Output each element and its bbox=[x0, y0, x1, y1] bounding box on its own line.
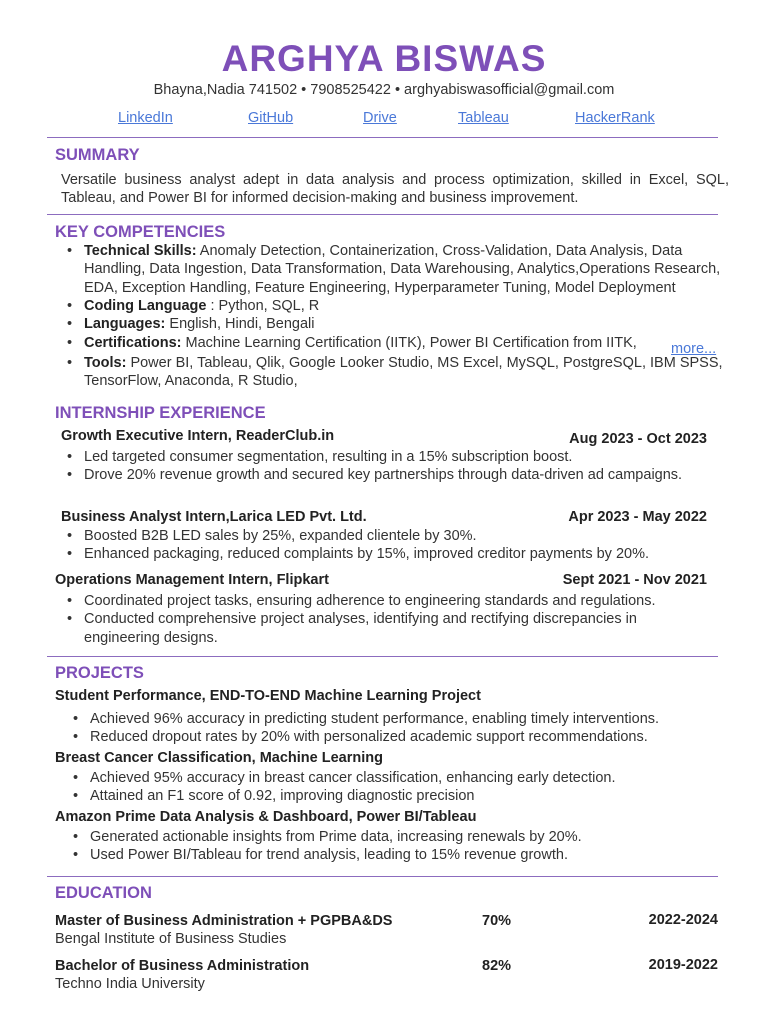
job-bullets bbox=[62, 527, 734, 564]
list-item bbox=[62, 297, 734, 315]
job-title: Operations Management Intern, Flipkart bbox=[55, 572, 329, 588]
contact-line: Bhayna,Nadia 741502 • 7908525422 • arghyabiswasofficial@gmail.com bbox=[153, 82, 615, 98]
section-divider bbox=[47, 656, 718, 657]
education-heading: EDUCATION bbox=[55, 884, 152, 902]
project-bullets bbox=[68, 828, 748, 865]
competencies-list bbox=[62, 242, 734, 390]
item-label: Languages: bbox=[84, 316, 166, 333]
project-title: Breast Cancer Classification, Machine Learning bbox=[55, 750, 383, 766]
list-item bbox=[62, 334, 734, 352]
list-item: • Achieved 95% accuracy in breast cancer classification, enhancing early detection. bbox=[68, 769, 748, 787]
list-item: • Enhanced packaging, reduced complaints by 15%, improved creditor payments by 20%. bbox=[62, 545, 734, 563]
job-dates: Aug 2023 - Oct 2023 bbox=[569, 431, 707, 447]
item-label: Coding Language bbox=[84, 297, 207, 314]
internship-heading: INTERNSHIP EXPERIENCE bbox=[55, 404, 266, 422]
github-link[interactable]: GitHub bbox=[248, 110, 294, 126]
list-item: • Coordinated project tasks, ensuring adherence to engineering standards and regulations. bbox=[62, 592, 702, 610]
degree-name: Master of Business Administration + PGPBA&DS bbox=[55, 913, 393, 929]
degree-years: 2022-2024 bbox=[648, 912, 718, 928]
list-item: • Led targeted consumer segmentation, resulting in a 15% subscription boost. bbox=[62, 448, 702, 466]
section-divider bbox=[47, 214, 718, 215]
project-title: Student Performance, END-TO-END Machine Learning Project bbox=[55, 688, 481, 704]
job-bullets bbox=[62, 592, 702, 647]
item-text: Power BI, Tableau, Qlik, Google Looker Studio, MS Excel, MySQL, PostgreSQL, IBM SPSS, TensorFlow, Anaconda, R Studio, bbox=[84, 354, 723, 390]
job-dates: Sept 2021 - Nov 2021 bbox=[562, 572, 707, 588]
hackerrank-link[interactable]: HackerRank bbox=[575, 110, 655, 126]
item-label: Certifications: bbox=[84, 335, 182, 352]
list-item bbox=[62, 315, 734, 333]
institution-name: Bengal Institute of Business Studies bbox=[55, 931, 287, 947]
degree-score: 70% bbox=[482, 913, 512, 929]
competencies-heading: KEY COMPETENCIES bbox=[55, 223, 226, 241]
institution-name: Techno India University bbox=[55, 976, 205, 992]
item-text: Machine Learning Certification (IITK), Power BI Certification from IITK, bbox=[181, 335, 637, 352]
degree-score: 82% bbox=[482, 958, 512, 974]
candidate-name: ARGHYA BISWAS bbox=[221, 38, 547, 79]
list-item: • Attained an F1 score of 0.92, improving diagnostic precision bbox=[68, 787, 748, 805]
more-link[interactable]: more... bbox=[671, 341, 717, 357]
section-divider bbox=[47, 876, 718, 877]
item-label: Tools: bbox=[84, 354, 127, 371]
job-title: Growth Executive Intern, ReaderClub.in bbox=[61, 428, 335, 444]
list-item: • Reduced dropout rates by 20% with personalized academic support recommendations. bbox=[68, 728, 748, 746]
job-bullets bbox=[62, 448, 702, 485]
project-title: Amazon Prime Data Analysis & Dashboard, Power BI/Tableau bbox=[55, 809, 477, 825]
project-bullets bbox=[68, 710, 748, 747]
list-item: • Conducted comprehensive project analyses, identifying and rectifying discrepancies in engineering designs. bbox=[62, 610, 702, 647]
summary-heading: SUMMARY bbox=[55, 146, 140, 164]
list-item: • Achieved 96% accuracy in predicting student performance, enabling timely interventions. bbox=[68, 710, 748, 728]
item-label: Technical Skills: bbox=[84, 243, 197, 259]
list-item: • Drove 20% revenue growth and secured key partnerships through data-driven ad campaigns. bbox=[62, 466, 702, 484]
job-dates: Apr 2023 - May 2022 bbox=[568, 509, 707, 525]
section-divider bbox=[47, 137, 718, 138]
list-item: • Generated actionable insights from Prime data, increasing renewals by 20%. bbox=[68, 828, 748, 846]
list-item: • Used Power BI/Tableau for trend analysis, leading to 15% revenue growth. bbox=[68, 846, 748, 864]
summary-text: Versatile business analyst adept in data analysis and process optimization, skilled in Excel, SQL, Tableau, and Power BI for informed decision-making and business improvement. bbox=[61, 172, 729, 206]
list-item bbox=[62, 242, 734, 297]
job-title: Business Analyst Intern,Larica LED Pvt. Ltd. bbox=[61, 509, 367, 525]
linkedin-link[interactable]: LinkedIn bbox=[118, 110, 173, 126]
item-text: Anomaly Detection, Containerization, Cross-Validation, Data Analysis, Data Handling, Data Ingestion, Data Transformation, Data Warehousing, Analytics,Operations Research, EDA, Exception Handling, Feature Engineering, Hyperparameter Tuning, Model Deployment bbox=[84, 243, 721, 296]
list-item: • Boosted B2B LED sales by 25%, expanded clientele by 30%. bbox=[62, 527, 734, 545]
item-text: English, Hindi, Bengali bbox=[165, 316, 315, 333]
tableau-link[interactable]: Tableau bbox=[458, 110, 509, 126]
project-bullets bbox=[68, 769, 748, 806]
degree-name: Bachelor of Business Administration bbox=[55, 958, 310, 974]
item-text: : Python, SQL, R bbox=[206, 297, 320, 314]
projects-heading: PROJECTS bbox=[55, 664, 144, 682]
list-item bbox=[62, 354, 734, 391]
drive-link[interactable]: Drive bbox=[363, 110, 397, 126]
degree-years: 2019-2022 bbox=[648, 957, 718, 973]
